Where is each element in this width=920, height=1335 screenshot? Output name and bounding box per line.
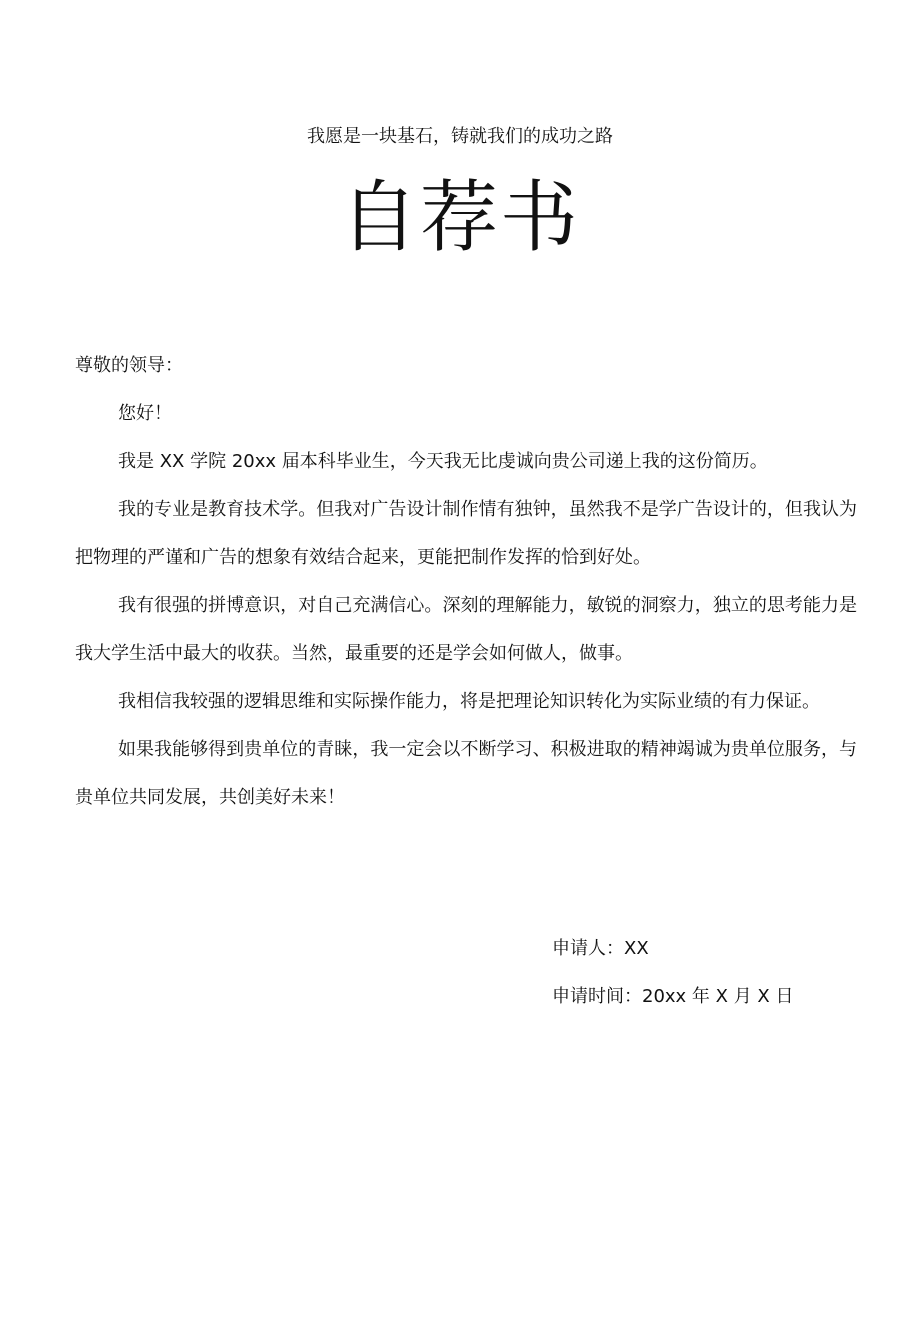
major-paragraph: 我的专业是教育技术学。但我对广告设计制作情有独钟，虽然我不是学广告设计的，但我认为把物理的严谨和广告的想象有效结合起来，更能把制作发挥的恰到好处。 (75, 499, 857, 568)
skills-paragraph: 我相信我较强的逻辑思维和实际操作能力，将是把理论知识转化为实际业绩的有力保证。 (118, 691, 820, 712)
salutation: 尊敬的领导： (75, 355, 183, 376)
document-subtitle: 我愿是一块基石，铸就我们的成功之路 (307, 126, 613, 147)
closing-paragraph: 如果我能够得到贵单位的青睐，我一定会以不断学习、积极进取的精神竭诚为贵单位服务，与贵单位共同发展，共创美好未来！ (75, 739, 857, 808)
date-line: 申请时间：20xx 年 X 月 X 日 (552, 986, 794, 1007)
intro-paragraph: 我是 XX 学院 20xx 届本科毕业生，今天我无比虔诚向贵公司递上我的这份简历。 (118, 451, 768, 472)
greeting-paragraph: 您好！ (118, 403, 172, 424)
applicant-line: 申请人：XX (552, 938, 649, 959)
ability-paragraph: 我有很强的拼博意识，对自己充满信心。深刻的理解能力，敏锐的洞察力，独立的思考能力是我大学生活中最大的收获。当然，最重要的还是学会如何做人，做事。 (75, 595, 857, 664)
signature-block (552, 925, 793, 1021)
letter-body (75, 342, 857, 822)
document-title: 自荐书 (339, 173, 580, 263)
